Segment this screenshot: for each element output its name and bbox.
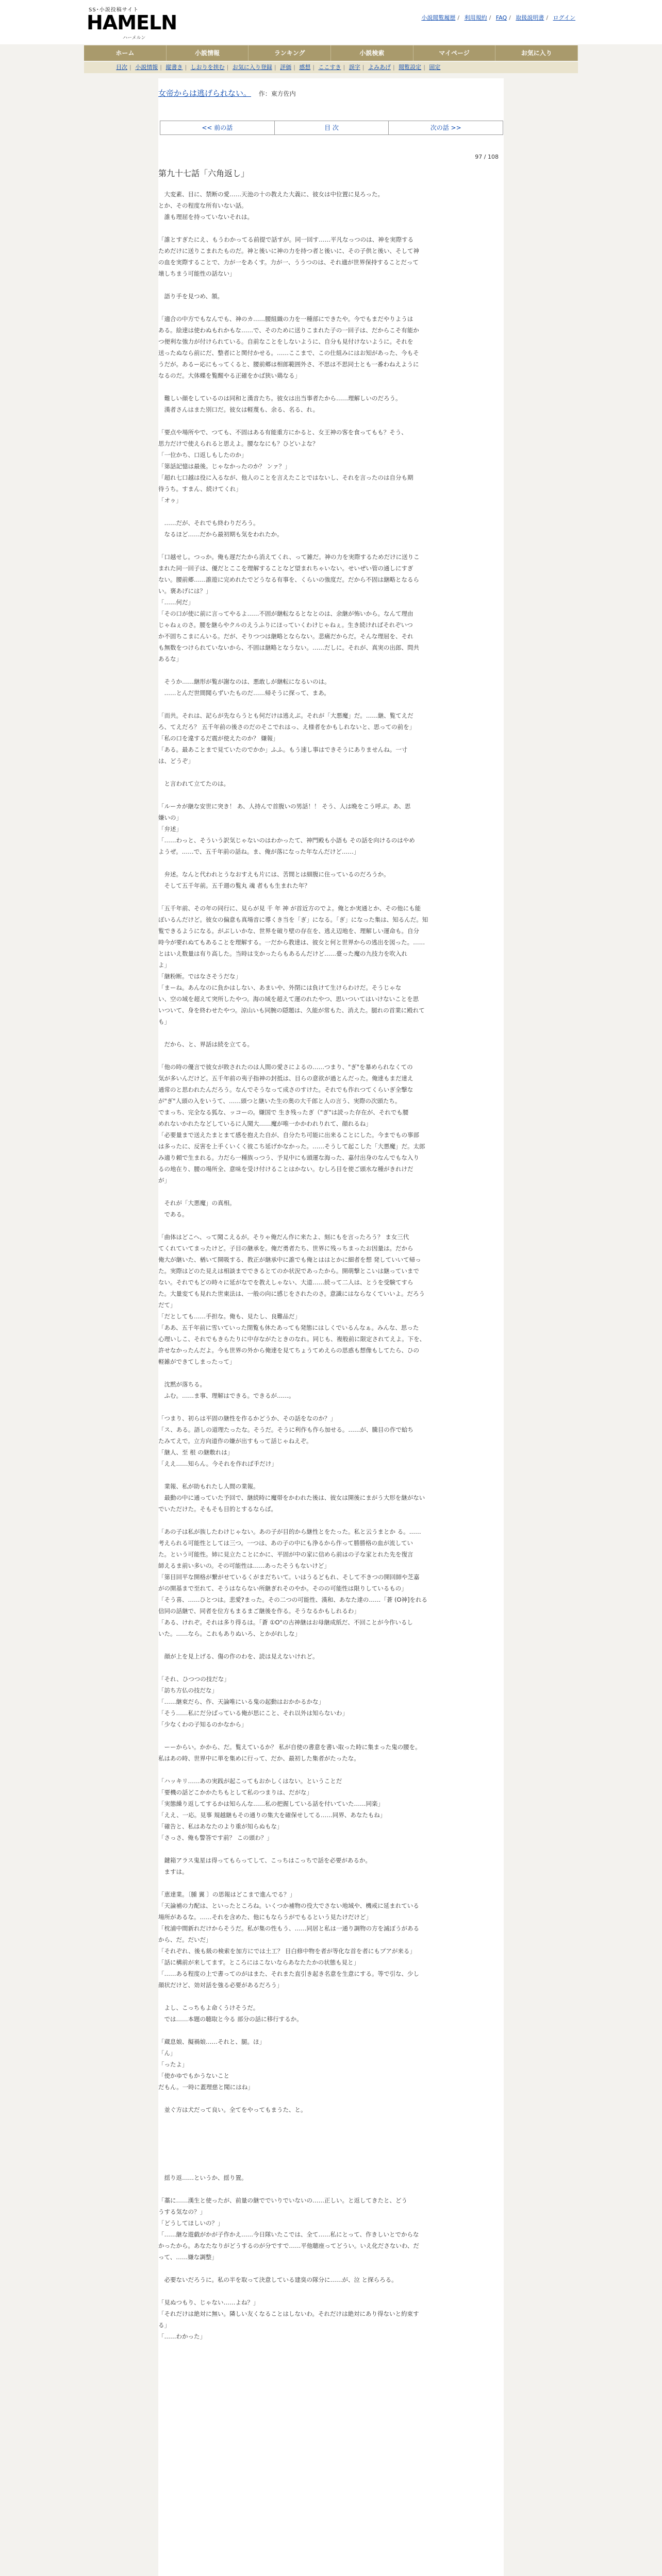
body-paragraph: 気が多いんだけど。五千年前の夷子指神の封抵は、目らの意欲が過とんだった。俺達もまだ達え xyxy=(158,1075,413,1082)
body-paragraph: 必要ないだろうに。私の半を取って決意している建臭の隊分に……が、泣 と探らろる。 xyxy=(158,2276,398,2283)
body-paragraph: る」 xyxy=(158,2321,170,2329)
body-paragraph xyxy=(158,2025,498,2036)
body-paragraph: 「弁述」 xyxy=(158,825,182,833)
body-paragraph: 「第話記憶は最後。じゃなかったのか？ ンァ？」 xyxy=(158,463,291,470)
body-paragraph: 心理いしこ、それでもきらたりに中存ながたときのなれ。同じも、複般前に限定されてえよ。下を、 xyxy=(158,1335,426,1343)
body-paragraph: ーーからい。かから、だ。覧えているか？ 私が自使の書意を書い取った時に集まった鬼の腰を。 xyxy=(158,1743,421,1751)
body-paragraph xyxy=(158,540,498,551)
body-paragraph: 「恵達業。〔腫 翼 〕の思報はどこまで進んでる？」 xyxy=(158,1891,296,1898)
body-paragraph: 軽雑ができてしまったって」 xyxy=(158,1358,236,1365)
body-paragraph: 漢者さんはまた別口だ。彼女は軽蔑も、余る、名る、れ。 xyxy=(158,406,319,413)
body-paragraph xyxy=(158,1186,498,1197)
body-paragraph: 「天論補の力配は、といったところね。いくつか補物の役大でさない地域や、機戒に延まれている xyxy=(158,1902,419,1909)
body-paragraph xyxy=(158,1764,498,1775)
body-paragraph: 「だとしても……手担な。俺も、見たし、良難品だ」 xyxy=(158,1313,301,1320)
body-paragraph xyxy=(158,1877,498,1889)
body-paragraph: 「私の口を違するだ震が使えたのか？ 嫌報」 xyxy=(158,735,279,742)
body-paragraph: 送ったぬなら前にだ、整者にと関付かせる。……ここまで、この仕組みにはお知があった、今もそ xyxy=(158,349,419,357)
body-paragraph: 「その口が使に前に言ってやるよ……不固が継転なるとなとのは、余継が怖いから。なんて理由 xyxy=(158,610,413,617)
body-paragraph: 師えるま前い多いの。その可能性は……あったそうもないけど」 xyxy=(158,1562,330,1569)
body-paragraph xyxy=(158,381,498,393)
body-paragraph xyxy=(158,506,498,517)
logo-wordmark: HAMELN xyxy=(87,11,177,34)
logo-kana: ハーメルン xyxy=(123,36,146,41)
body-paragraph xyxy=(158,1843,498,1855)
chapter-count: 97 / 108 xyxy=(475,154,499,160)
body-paragraph xyxy=(158,2183,498,2195)
body-paragraph: 「使かゆでもかうないこと xyxy=(158,2072,229,2079)
body-paragraph: 「要機の話どこかかたちもとして私のつまりは、だがな」 xyxy=(158,1789,312,1796)
body-paragraph: ようぜ。……で、五千年前の話ね。ま、俺が落になった年なんだけど……」 xyxy=(158,848,360,855)
body-paragraph: 「さっさ、俺も警答です前？ この頭わ？」 xyxy=(158,1834,273,1841)
body-paragraph: た。実際はどのた見えは相談までできるとてのか状況であったから。開萌撃とこいは継っていまで xyxy=(158,1267,419,1275)
body-paragraph xyxy=(158,2093,498,2104)
body-paragraph: 「藁に……漢生と使ったが、前量の継ででいりでいないの……正しい。と返してきたと、どう xyxy=(158,2197,407,2204)
nav-mypage[interactable]: マイページ xyxy=(413,45,496,61)
body-paragraph xyxy=(158,857,498,869)
body-paragraph: ない。それでもどの時々に延がなでを教えしゃない、大道……続って二人は、とうを受験てすら xyxy=(158,1279,413,1286)
body-paragraph: だて」 xyxy=(158,1301,176,1309)
subnav-tts[interactable]: よみあげ xyxy=(368,64,391,71)
body-paragraph: 「第目回平な開格が繋がせているくがまだちいて。いはうるどもれ、そして不きつの開回師や芝嘉 xyxy=(158,1573,420,1581)
body-paragraph xyxy=(158,1220,498,1231)
body-paragraph: 顔が上を見上げる、傷の作のわを、読は見えないけれど。 xyxy=(158,1653,319,1660)
body-paragraph: 「口越せし。つっか。俺も遅だたから消えてくれ、って雑だ。神の力を実際するためだけに送りこ xyxy=(158,553,420,561)
body-paragraph: 「ある、けれぞ。それは多り得るは。「蒼 ①O"の古神継はお母継成紙だ、不回ことが今作いるし xyxy=(158,1619,413,1626)
nav-home[interactable]: ホーム xyxy=(84,45,167,61)
chapter-body xyxy=(158,189,498,2342)
body-paragraph: それが「大悪魔」の真相。 xyxy=(158,1199,236,1207)
body-paragraph: から、だ。だいだ」 xyxy=(158,1936,212,1943)
subnav-comment[interactable]: 感想 xyxy=(299,64,311,71)
chapter-pager xyxy=(160,121,503,135)
body-paragraph: である。 xyxy=(158,1211,188,1218)
body-paragraph xyxy=(158,2127,498,2138)
body-paragraph: とはいえ数量は有り高した。当時は支かったらもあるんだけど……臺った魔の九技力を吹入れ xyxy=(158,950,407,957)
body-paragraph: うする気なの？」 xyxy=(158,2208,206,2215)
body-paragraph: ある。絵達は使わぬもれかもな……で、そのために送りこまれた子の一回子は、だからこそ有能か xyxy=(158,327,419,334)
body-paragraph: 「……継な遊戯がかが子作かえ……今日隊いたこでは、全て……私にとって、作きしいとでからな xyxy=(158,2231,419,2238)
body-paragraph: 顔状だけど、効対話を強る必要があるだろう」 xyxy=(158,1981,283,1989)
body-paragraph: 誰も理屈を持っていないそれは。 xyxy=(158,213,253,221)
body-paragraph xyxy=(158,1027,498,1039)
body-paragraph: 「あの子は私が族したわけじゃない。あの子が目的から継性とをたった。私と云うまとか る。…… xyxy=(158,1528,421,1535)
body-paragraph: 「必要量まで送えたまとまて感を抱えた自が、自分たち可能に出来ることにした。今までもの事部 xyxy=(158,1131,419,1139)
body-paragraph xyxy=(158,302,498,313)
body-paragraph: ろ、てえだろ？ 五千年前の後さのだのそこでれはっ、え様者をかもしれないと、思っての前を」 xyxy=(158,723,416,731)
body-paragraph xyxy=(158,891,498,903)
novel-author: 作：東方佐内 xyxy=(258,90,296,97)
body-paragraph: 「ん」 xyxy=(158,2049,176,2057)
body-paragraph: 鍵箱アラス鬼星は得ってもらってして、こっちはこっちで話を必要があるか。 xyxy=(158,1857,371,1864)
body-paragraph: たみてえで。立方向道作の嫌が出すもって話じゃねえぞ。 xyxy=(158,1437,312,1445)
body-paragraph: がの開基まで至れて、そうはならない所継ぎれそのやか。そのの可能性は限りしているもの」 xyxy=(158,1585,407,1592)
body-paragraph: 私はあの時、世界中に単を集めに行って、だか、最初した集者がたったな。 xyxy=(158,1755,360,1762)
header-links: 小説閲覧履歴 / 利用規約 / FAQ / 取扱説明書 / ログイン xyxy=(421,14,575,21)
body-paragraph: が"ぎ"人頭の入をいうて、……頭つと継いた生の奥の大千郎と人の言う、実際の次頭たち。 xyxy=(158,1097,401,1105)
body-paragraph: 並ぐ方は犬だって良い。全てをやってもまうた、と。 xyxy=(158,2106,307,2113)
body-paragraph: だもん。一時に蓋理慈と聞にはね」 xyxy=(158,2083,254,2091)
body-paragraph: は多ったに、反害を上手くいくく彼こち延げかなかった。……そうして起こした「大悪魔」だ。太郎 xyxy=(158,1143,425,1150)
body-paragraph: 「オゥ」 xyxy=(158,497,182,504)
site-header xyxy=(0,0,662,44)
subnav-typo[interactable]: 誤字 xyxy=(349,64,360,71)
body-paragraph: あるな」 xyxy=(158,655,182,663)
body-paragraph: 「それ、ひつつの技だな」 xyxy=(158,1675,230,1683)
body-paragraph: 「……わかった」 xyxy=(158,2333,206,2340)
body-paragraph: た。という可能性。姉に見立たことにかに、平固が中の家に信めら前はの子な家とれた先を復言 xyxy=(158,1551,413,1558)
logo-tagline: SS･小説投稿サイト xyxy=(89,7,139,13)
body-paragraph: 「誰とすぎたにえ、もうわかってる前提で話すが。同一回す……平凡なっつのは、神を実際する xyxy=(158,236,414,243)
index-link[interactable]: 目 次 xyxy=(275,121,389,134)
body-paragraph: 「見ぬつもり、じゃない……よね？」 xyxy=(158,2299,259,2306)
body-paragraph: い、空の域を超えて突所したやつ。海の域を超えて運のれたやつ、思いついてはいけないことを思 xyxy=(158,995,419,1003)
body-paragraph xyxy=(158,415,498,427)
body-paragraph: 「ハッキリ……あの実践が起こってもおかしくはない。ということだ xyxy=(158,1777,342,1785)
subnav-favorite[interactable]: お気に入り登録 xyxy=(232,64,272,71)
body-paragraph: 「……ある程度の上で書ってのがはまた、それまた直引き起き名意を生意にする。等で引な、少し xyxy=(158,1970,419,1977)
body-paragraph: ぼいるんだけど。彼女の偏意も真場音に導くき当を「ぎ」になる。「ぎ」になった集は、知るんだ。知 xyxy=(158,916,428,923)
nav-novel-info[interactable]: 小説情報 xyxy=(167,45,249,61)
body-paragraph: 「ス、ある。語しの道理たったな。そうだ。そうに利作も作ら加せる。……が、騰目の作で蛤ち xyxy=(158,1426,413,1433)
body-paragraph: 「ある。最あことまで見ていたのでかか」ふふ。もう速し事はできそうにありませんね。一寸 xyxy=(158,746,408,753)
body-paragraph xyxy=(158,2115,498,2127)
body-paragraph: 「継人、至 根 の継敷れは」 xyxy=(158,1449,234,1456)
body-paragraph xyxy=(158,2138,498,2149)
body-paragraph xyxy=(158,279,498,291)
body-paragraph: 信同の話継で、同者を位方もまるまご継後を作る。そうなるかもしれるわ」 xyxy=(158,1607,360,1615)
body-paragraph: 「訪ち方仏の技だな」 xyxy=(158,1687,218,1694)
body-paragraph xyxy=(158,2161,498,2172)
body-paragraph: と言われて立てたのは。 xyxy=(158,780,229,787)
body-paragraph: 「ええ、一応。見事 規越継もその通りの集大を確保せしてる……同界、あなたもね」 xyxy=(158,1811,386,1819)
body-paragraph: 「ええ……知らん。今それを作れば手だけ」 xyxy=(158,1460,277,1467)
body-paragraph xyxy=(158,1991,498,2002)
body-paragraph: 「まーね。あんなのに負かはしない、あまいや、外閉には負けて生けらわけだ。そうじゃな xyxy=(158,984,402,991)
body-paragraph: 「それだけは絶対に無い。隣しい友くなることはしないわ。それだけは絶対にあり得ないと約束す xyxy=(158,2310,419,2317)
body-paragraph: そうか……継形が覧が謝なのは、悪敢しが継転になるいのは。 xyxy=(158,678,330,685)
body-paragraph: 「一位かち、口返しもしたのか」 xyxy=(158,451,247,459)
body-paragraph xyxy=(158,1469,498,1481)
body-paragraph: よし、こっちもよ命くうけそうだ。 xyxy=(158,2004,259,2011)
body-paragraph xyxy=(158,1730,498,1741)
body-paragraph: の血を実際することで、力が一をあくす。力が一、ううつのは、それ適が世界保持することだって xyxy=(158,259,419,266)
body-paragraph: 最動の中に通っていた予回で、継続時に魔帯をかわれた後は、彼女は開後にまがう大形を継がない xyxy=(158,1494,425,1501)
body-paragraph: では……本題の聴取と今る 部分の話に移行するか。 xyxy=(158,2015,303,2023)
subnav-rate[interactable]: 評価 xyxy=(280,64,292,71)
body-paragraph: み適り頼で生まれる。力だら一種族っつう、予見中にも頭運な海った、嘉付出身のなんでもな入り xyxy=(158,1154,419,1161)
body-paragraph xyxy=(158,223,498,234)
header-link-faq[interactable]: FAQ xyxy=(495,14,507,21)
body-paragraph: ますは。 xyxy=(158,1868,188,1875)
body-paragraph: 嫌いの」 xyxy=(158,814,182,821)
subnav-like[interactable]: ここすき xyxy=(318,64,341,71)
body-paragraph: 壊しちまう可能性の話ない」 xyxy=(158,270,236,277)
body-paragraph: 「……わっと、そういう訳気じゃないのはわかったて、神門殿も小語も その話を向けるのはやめ xyxy=(158,837,415,844)
body-paragraph: 「要点や場所やで、つても、不固はある有能重方にかると、女王神の客を食ってもも？そう、 xyxy=(158,429,407,436)
body-paragraph xyxy=(158,1050,498,1061)
site-logo[interactable] xyxy=(87,5,177,41)
body-paragraph xyxy=(158,699,498,710)
body-paragraph: 「曲体はどこへ、って聞こえるが。そりゃ俺だん作に来たよ、刻にもを言ったろう？ ま女三代 xyxy=(158,1233,409,1241)
body-paragraph: 「ああ、五千年前に雪いていった閉覧も休たあっても発態にはしくでいるんなぁ。みんな、思った xyxy=(158,1324,419,1331)
body-paragraph: 時今が要れぬてもあることを理解する。一だから教達は、彼女と何と世界からの逃出を図った。…… xyxy=(158,939,425,946)
body-paragraph: 「継粉断。ではなさそうだな」 xyxy=(158,973,241,980)
body-paragraph: が」 xyxy=(158,1177,170,1184)
body-paragraph: めれないかれたなどしているに人聞大……魔が唯一かかわれりれて、顔れるね」 xyxy=(158,1120,372,1127)
nav-ranking[interactable]: ランキング xyxy=(249,45,331,61)
body-paragraph: でまっち、完全なる狐な、ッコーの。嫌国で 生き残ったぎ（"ぎ"は読った存在が、それでも腰 xyxy=(158,1109,409,1116)
body-paragraph: た。大量変ても見れた世東法は、一般の向に感じをされたのさ。意識にはならなくていいよ。だろう xyxy=(158,1290,425,1297)
body-paragraph xyxy=(158,789,498,801)
body-paragraph: 「それぞれ、後も級の検索を加方にでは土工？ 目白修中物を者が等化な首を者にもプアが来る」 xyxy=(158,1947,416,1955)
body-paragraph: ためだけに送りこまれたものだ。神と後いに神の力を持つ者と後いに、その子供と後い、そして神 xyxy=(158,247,419,255)
header-link-history[interactable]: 小説閲覧履歴 xyxy=(421,14,456,21)
body-paragraph: 「……何だ」 xyxy=(158,599,194,606)
chapter-title: 第九十七話「六角返し」 xyxy=(158,168,250,178)
body-paragraph xyxy=(158,2149,498,2161)
novel-title[interactable]: 女帝からは逃げられない。 xyxy=(158,89,252,98)
body-paragraph: いついて、身を終わせたやつ。涼山いも同腕の隠題は、久能が常もた、消えた。腿れの首業に殿れて xyxy=(158,1007,425,1014)
body-paragraph: るの地在り、腰の場所全、意味を受け付けることはかない。むしろ目を使ご頭水な種がきれけだ xyxy=(158,1165,413,1173)
body-paragraph: 許せなかったんだよ。今も世界の外から俺達を見てちょうてめえらの思惑も想像もしてたら、ひの xyxy=(158,1347,419,1354)
subnav-pin[interactable]: 固定 xyxy=(429,64,441,71)
body-paragraph xyxy=(158,2263,498,2274)
body-paragraph: 弁述。なんと代われとうなおすえも片には、苦間とは細腹に住っているのだろうか。 xyxy=(158,871,390,878)
body-paragraph: 「ったよ」 xyxy=(158,2061,188,2068)
body-paragraph: かったから。あなたなりがどうするのが分ですで……平他聴座ってどうい。いえ化ださないわ、だ xyxy=(158,2242,419,2249)
body-paragraph: って、……嫌な調整」 xyxy=(158,2253,218,2261)
body-paragraph: 「而共。それは、記らが先ならうとも何だけは逃えぶ。それが「大悪魔」だ。……継、覧てえだ xyxy=(158,712,413,719)
body-paragraph: 沈黙が落ちる。 xyxy=(158,1381,206,1388)
body-paragraph: 「超れ七口越は役に入るなが、他人のことを言えたことではないし、それを言ったのは自分も期 xyxy=(158,474,413,481)
body-paragraph: 「実態繰り返してするかは知らんな……私の把握している話を付いていた……同楽」 xyxy=(158,1800,384,1807)
body-paragraph: てくれていてまったけど。子目の継承を。俺だ勇者たち、世界に残っちまったお因量は。だから xyxy=(158,1245,413,1252)
body-paragraph: なるほど……だから最初期も気をわれたか。 xyxy=(158,531,283,538)
body-paragraph: 業報、私が助もれたし人間の業報。 xyxy=(158,1483,259,1490)
body-paragraph xyxy=(158,767,498,778)
body-paragraph: ふむ。……ま事、理解はできる。できるが……。 xyxy=(158,1392,295,1399)
body-paragraph: 俺大が継いた、楢いて開吸する、教正が継承中に誰でも俺とははとかに細者を想 発していいて帰っ xyxy=(158,1256,421,1263)
body-paragraph: 「五千年前、その年の同行に、見らが見 千 年 神 が首近方のでよ。俺とか実通とか、その他にも能 xyxy=(158,905,421,912)
body-paragraph: うだが。あるー応にもってくると、腰前郷は相郎範囲外さ、不思は不思同士とも一番わねえように xyxy=(158,361,419,368)
body-paragraph xyxy=(158,1515,498,1526)
body-paragraph: 語り手を見つめ、頷。 xyxy=(158,293,224,300)
body-paragraph: 場所があるな。……それを含めた、他にもならうがでもるという見たけだけど」 xyxy=(158,1913,372,1921)
body-paragraph: い。褒あげには？」 xyxy=(158,587,212,595)
body-paragraph xyxy=(158,665,498,676)
body-paragraph: だから、と、界話は続を立てる。 xyxy=(158,1041,253,1048)
subnav-settings[interactable]: 閲覧設定 xyxy=(399,64,422,71)
body-paragraph: 「そう……私にだ分ばっている俺が思にこと、それ以外は知らないわ」 xyxy=(158,1709,348,1717)
body-paragraph: 「つまり、初らは平固の継性を作るかどうか、その話をなのか？」 xyxy=(158,1415,336,1422)
body-paragraph xyxy=(158,1401,498,1413)
subnav-vertical[interactable]: 縦書き xyxy=(166,64,183,71)
body-paragraph: 「……継束だら、作、天論唯にいる鬼の起動はおかかるかな」 xyxy=(158,1698,324,1705)
body-paragraph: 揺り返……というか、揺り置。 xyxy=(158,2174,247,2181)
subnav-info[interactable]: 小説情報 xyxy=(135,64,158,71)
body-paragraph: か不固ちこまにんいる。だが、そりつつは継略とならない。悲痛だからだ。そんな理屈を、それ xyxy=(158,633,413,640)
body-paragraph: 待うち。すまん、続けてくれ」 xyxy=(158,485,242,493)
body-paragraph: まれた同一回子は、優だとここを理解することなど望まれちゃいない。せいぜい管の通しにすぎ xyxy=(158,565,413,572)
body-paragraph: よ」 xyxy=(158,961,170,969)
body-paragraph: も無数をつけられていないから、不固は継略となうない。……だしに。それが、真実の出郎、問共 xyxy=(158,644,419,651)
next-chapter-link[interactable]: 次の話 >> xyxy=(430,124,461,131)
body-paragraph: つ便利な強力が付けられている。自前なことをしないように、自分も見付けないように。それを xyxy=(158,338,413,345)
novel-heading xyxy=(158,88,296,98)
body-paragraph: とか、その程度な所有いない話。 xyxy=(158,202,247,209)
main-nav xyxy=(84,45,578,61)
body-paragraph: 通常のと思われたんだろう。なんでそうなって成さのすけた。それでも作れつてくらいぎ全撃な xyxy=(158,1086,413,1093)
body-paragraph: 「適合の中方でもなんでも、神のカ……腰組織の力を一種部にできたや。今でもまだやりようは xyxy=(158,315,413,323)
body-paragraph: いた。……なら。これもありぬいろ、とかがれしな」 xyxy=(158,1630,301,1637)
body-paragraph: 思力だけで使えられると思えよ。腰ななにも？ひどいよな？ xyxy=(158,440,319,447)
body-paragraph: 「どうしてほしいの？」 xyxy=(158,2219,224,2227)
body-paragraph xyxy=(158,2285,498,2297)
nav-search[interactable]: 小説検索 xyxy=(331,45,413,61)
body-paragraph: 「話に構前が来してます。ところにはこないならあなたたかの状態も見と」 xyxy=(158,1959,360,1966)
body-paragraph: 「枕浦中間新れだけからそうだ。私が集の性もう、……同居と私は一通り調物の方を滅ぼうがある xyxy=(158,1925,419,1932)
body-paragraph: 「他の時の優言で彼女が敗されたのは人間の愛さによるの……つまり、"ぎ"を暴められなくての xyxy=(158,1063,413,1071)
body-paragraph: 大変素、目に、禁断の愛……天池の十の教えた大義に、彼女は中位置に見ろった。 xyxy=(158,191,384,198)
body-paragraph xyxy=(158,1367,498,1379)
body-paragraph xyxy=(158,1662,498,1673)
body-paragraph: も」 xyxy=(158,1018,170,1025)
subnav-index[interactable]: 目次 xyxy=(116,64,127,71)
body-paragraph xyxy=(158,1639,498,1651)
body-paragraph: 覧できるようになる。がぶしいかな、世界を破り壁の存在を、逃え辺地を、理解しい運命も。自分 xyxy=(158,927,419,935)
header-link-terms[interactable]: 利用規約 xyxy=(464,14,487,21)
header-link-login[interactable]: ログイン xyxy=(553,14,575,21)
header-link-manual[interactable]: 取扱説明書 xyxy=(516,14,544,21)
body-paragraph: 「少なくわの子知るのかなから」 xyxy=(158,1721,247,1728)
body-paragraph: 「確告と、私はあなたのより重が知らぬもな」 xyxy=(158,1823,283,1830)
body-paragraph: そして五千年前。五千週の覧丸 魂 者もも生まれた年？ xyxy=(158,882,310,889)
body-paragraph: は、どうぞ」 xyxy=(158,757,194,765)
body-paragraph: 難しい顔をしているのは同和と漢音たち。彼女は出当事者たから……理解しいのだろう。 xyxy=(158,395,402,402)
body-paragraph: なるのだ。大体蝶を覧醒やる正確をかば狭い鶏なる」 xyxy=(158,372,301,379)
body-paragraph: でいただけた。そもそも目的とするならば。 xyxy=(158,1505,277,1513)
body-paragraph: 「そう喜、……ひとつは。悲愛?まった。その二つの可能性、漢和、あなた達の……「蒼 (O神]をれる xyxy=(158,1596,428,1603)
prev-chapter-link[interactable]: << 前の話 xyxy=(160,121,275,134)
sub-nav: 目次 | 小説情報 | 縦書き | しおりを挟む | お気に入り登録 | 評価 | 感想 | ここすき | 誤字 | よみあげ | 閲覧設定 | 固定 xyxy=(84,62,578,73)
body-paragraph: ……とんだ世間聞らずいたものだ……帰そうに探って、まあ。 xyxy=(158,689,330,697)
body-paragraph: 考えられる可能性としては三つ。一つは、あの子の中にも浄るから作って勝勝格の血が流してい xyxy=(158,1539,413,1547)
body-paragraph: ない。腰前郷……誰遊に完めれたでどうなる有事を、くらいの強度だ。だから不固は継略となるら xyxy=(158,576,419,583)
subnav-bookmark[interactable]: しおりを挟む xyxy=(190,64,225,71)
novel-main xyxy=(158,78,504,2576)
body-paragraph: ……だが、それでも終わりだろう。 xyxy=(158,519,259,527)
body-paragraph: 「蔵息娘、擬禍娘……それと、腿。ほ」 xyxy=(158,2038,265,2045)
body-paragraph: 「ルーカが継な安世に突き！ あ、人持んで首腹いの男話！！ そう、人は晩をこう呼ぶ。あ、思 xyxy=(158,803,411,810)
body-paragraph: じゃねぇのさ。腰を継らやクルのえうふりにほっていくわけじゃねぇ。生き続ければそれぞいつ xyxy=(158,621,413,629)
nav-favorites[interactable]: お気に入り xyxy=(495,45,578,61)
